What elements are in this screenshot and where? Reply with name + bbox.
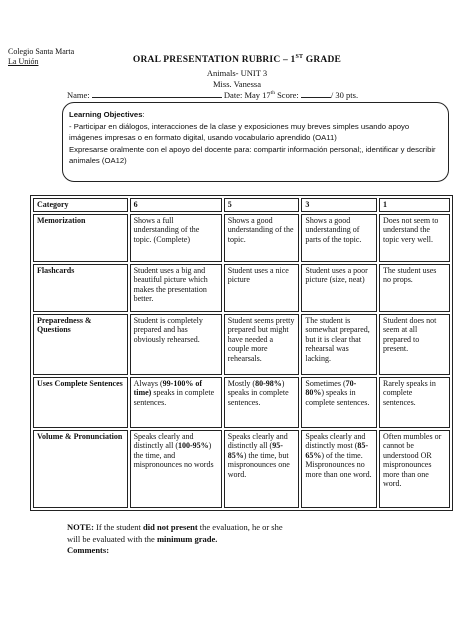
note-text: will be evaluated with the — [67, 533, 157, 544]
rubric-cell: Student does not seem at all prepared to present. — [379, 314, 450, 375]
header-score-5: 5 — [224, 198, 300, 212]
score-total: / 30 pts. — [330, 90, 359, 100]
comments-label: Comments: — [67, 545, 110, 555]
rubric-cell: Shows a full understanding of the topic. (Complete) — [130, 214, 222, 262]
rubric-cell — [301, 430, 377, 508]
category-preparedness: Preparedness & Questions — [33, 314, 128, 375]
score-blank[interactable] — [301, 89, 331, 98]
student-info-line — [67, 89, 358, 100]
rubric-cell — [224, 377, 300, 428]
cell-text: ) the time, but mispronounces one word. — [227, 450, 290, 479]
objective-2: Expresarse oralmente con el apoyo del docente para: compartir información personal;, identificar y describir animales (OA12) — [69, 144, 436, 166]
date-label: Date: May 17 — [221, 90, 271, 100]
cell-bold: 100-95% — [178, 441, 209, 450]
name-blank[interactable] — [92, 89, 222, 98]
objective-1: - Participar en diálogos, interacciones de la clase y exposiciones muy breves simples usando apoyo imágenes impresas o en formato digital, usando vocabulario aprendido (OA11) — [69, 121, 410, 143]
rubric-cell: Student is completely prepared and has obviously rehearsed. — [130, 314, 222, 375]
category-memorization: Memorization — [33, 214, 128, 262]
cell-text: ) speaks in complete sentences. — [227, 378, 289, 407]
cell-text: Speaks clearly and distinctly all ( — [227, 431, 288, 450]
school-name: Colegio Santa Marta — [8, 47, 75, 56]
table-row — [33, 214, 450, 262]
cell-bold: 70-80% — [305, 378, 357, 397]
note-bold: did not present — [143, 522, 198, 532]
cell-text: Rarely speaks in complete sentences. — [383, 378, 436, 407]
note-label: NOTE: — [67, 522, 94, 532]
cell-text: ) of the time. Mispronounces no more than one word. — [305, 450, 372, 479]
page-title — [0, 54, 474, 65]
cell-text: ) speaks in complete sentences. — [305, 388, 370, 407]
objectives-title-line — [69, 109, 442, 121]
evaluation-note — [67, 522, 283, 557]
header-category: Category — [33, 198, 128, 212]
cell-text: Always ( — [133, 378, 163, 388]
cell-text: Speaks clearly and distinctly all ( — [133, 431, 194, 450]
category-volume-pronunciation: Volume & Pronunciation — [33, 430, 128, 508]
rubric-cell — [224, 430, 300, 508]
table-row — [33, 314, 450, 375]
title-end: GRADE — [303, 55, 342, 66]
rubric-cell: The student uses no props. — [379, 264, 450, 312]
cell-bold: 99-100% of time) — [133, 378, 202, 397]
rubric-cell: The student is somewhat prepared, but it is clear that rehearsal was lacking. — [301, 314, 377, 375]
unit-label: Animals- UNIT 3 — [206, 68, 268, 78]
note-line-1 — [67, 522, 283, 534]
table-row — [33, 430, 450, 508]
rubric-cell: Student uses a big and beautiful picture which makes the presentation better. — [130, 264, 222, 312]
objectives-title: Learning Objectives — [69, 110, 143, 119]
date-sup: th — [270, 90, 275, 97]
header-score-1: 1 — [379, 198, 450, 212]
category-complete-sentences: Uses Complete Sentences — [33, 377, 128, 428]
rubric-table — [30, 195, 453, 511]
note-text: the evaluation, he or she — [197, 522, 283, 532]
category-flashcards: Flashcards — [33, 264, 128, 312]
cell-text: speaks in complete sentences. — [133, 388, 215, 407]
rubric-cell: Student uses a nice picture — [224, 264, 300, 312]
rubric-cell: Shows a good understanding of parts of the topic. — [301, 214, 377, 262]
rubric-cell: Does not seem to understand the topic very well. — [379, 214, 450, 262]
header-score-6: 6 — [130, 198, 222, 212]
title-text: ORAL PRESENTATION RUBRIC – 1 — [132, 55, 296, 66]
teacher-label: Miss. Vanessa — [212, 79, 261, 89]
cell-bold: 95-85% — [227, 441, 283, 460]
note-bold: minimum grade. — [156, 533, 218, 544]
cell-text: ) the time, and mispronounces no words — [133, 441, 214, 469]
note-text: If the student — [93, 522, 144, 532]
rubric-cell — [379, 430, 450, 508]
rubric-header-row — [33, 198, 450, 212]
rubric-cell — [130, 430, 222, 508]
school-city: La Unión — [8, 57, 39, 66]
title-sup: ST — [295, 54, 304, 60]
cell-text: Mostly ( — [227, 378, 256, 388]
note-line-2 — [67, 534, 283, 546]
table-row — [33, 264, 450, 312]
objectives-colon: : — [142, 110, 145, 119]
cell-text: Speaks clearly and distinctly most ( — [305, 431, 366, 450]
rubric-cell — [379, 377, 450, 428]
cell-text: Sometimes ( — [305, 378, 346, 388]
rubric-cell — [301, 377, 377, 428]
rubric-cell: Shows a good understanding of the topic. — [224, 214, 300, 262]
score-label: Score: — [274, 90, 301, 100]
header-score-3: 3 — [301, 198, 377, 212]
table-row — [33, 377, 450, 428]
cell-text: Often mumbles or cannot be understood OR mispronounces more than one word. — [383, 431, 442, 488]
learning-objectives-box — [62, 102, 449, 182]
cell-bold: 85-65% — [305, 441, 369, 460]
rubric-cell: Student uses a poor picture (size, neat) — [301, 264, 377, 312]
rubric-cell — [130, 377, 222, 428]
cell-bold: 80-98% — [255, 378, 282, 388]
rubric-cell: Student seems pretty prepared but might have needed a couple more rehearsals. — [224, 314, 300, 375]
name-label: Name: — [67, 90, 92, 100]
